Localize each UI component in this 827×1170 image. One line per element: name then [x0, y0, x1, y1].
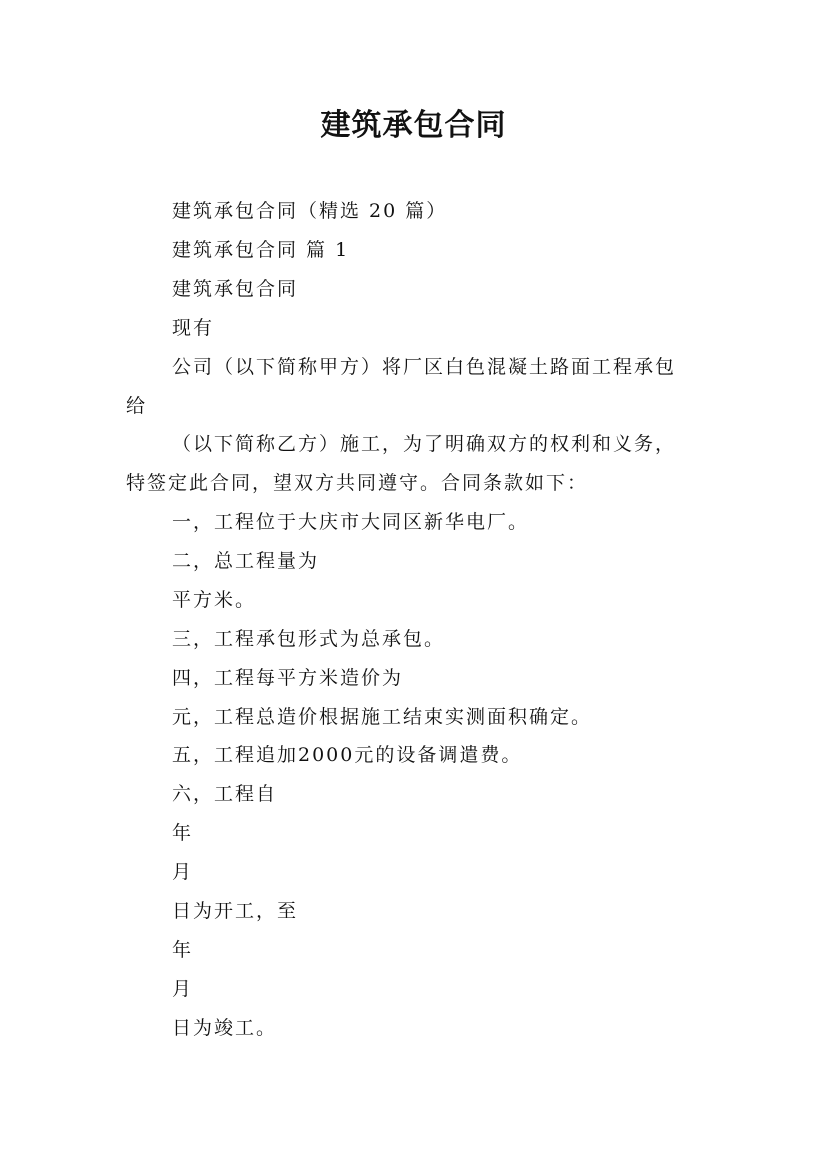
paragraph-line: 二，总工程量为: [172, 550, 320, 572]
paragraph-line: 日为竣工。: [172, 1017, 278, 1039]
paragraph-line: 建筑承包合同 篇 1: [172, 239, 350, 261]
paragraph-line: 年: [172, 939, 194, 961]
paragraph-line: 五，工程追加2000元的设备调遣费。: [172, 744, 523, 766]
paragraph-line: 平方米。: [172, 589, 257, 611]
paragraph-line: 三，工程承包形式为总承包。: [172, 628, 446, 650]
paragraph-line: 月: [172, 861, 194, 883]
paragraph-line: 公司（以下简称甲方）将厂区白色混凝土路面工程承包: [172, 356, 677, 378]
paragraph-line: 年: [172, 822, 194, 844]
paragraph-line: 四，工程每平方米造价为: [172, 667, 404, 689]
paragraph-line: 建筑承包合同: [172, 278, 299, 300]
paragraph-line: 特签定此合同，望双方共同遵守。合同条款如下：: [126, 472, 589, 494]
paragraph-line: 现有: [172, 317, 215, 339]
paragraph-line: （以下简称乙方）施工，为了明确双方的权利和义务，: [172, 433, 677, 455]
paragraph-line: 月: [172, 978, 194, 1000]
paragraph-line: 元，工程总造价根据施工结束实测面积确定。: [172, 706, 593, 728]
paragraph-line: 一，工程位于大庆市大同区新华电厂。: [172, 511, 530, 533]
document-title: 建筑承包合同: [320, 108, 507, 143]
paragraph-line: 六，工程自: [172, 783, 278, 805]
paragraph-line: 日为开工，至: [172, 900, 299, 922]
paragraph-line: 给: [126, 395, 148, 417]
paragraph-line: 建筑承包合同（精选 20 篇）: [172, 200, 448, 222]
